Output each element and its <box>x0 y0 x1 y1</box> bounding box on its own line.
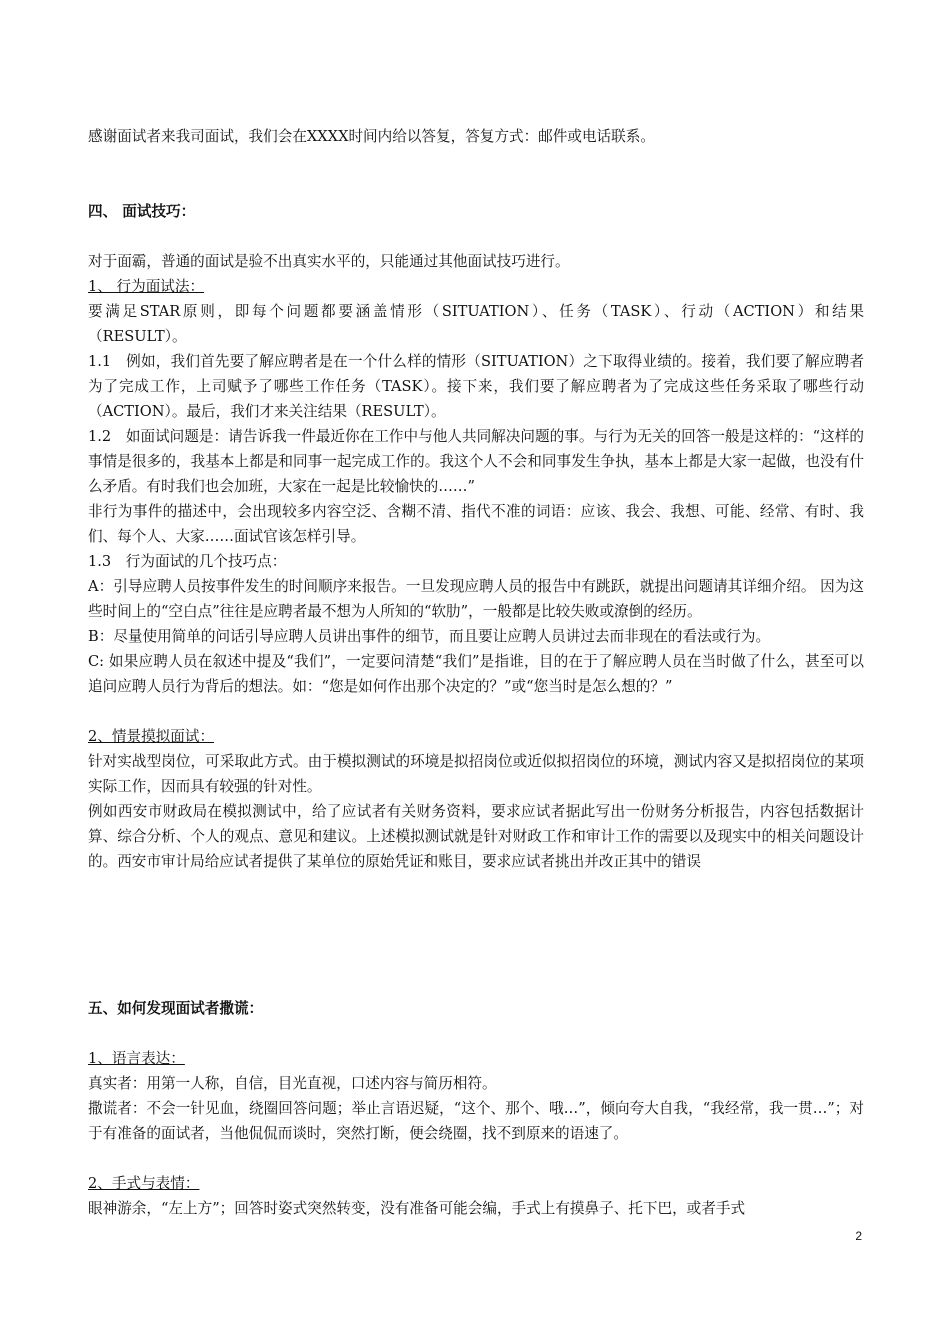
paragraph: 1.1 例如，我们首先要了解应聘者是在一个什么样的情形（SITUATION）之下取得业绩的。接着，我们要了解应聘者为了完成工作，上司赋予了哪些工作任务（TASK）。接下来，我们要了解应聘者为了完成这些任务采取了哪些行动（ACTION）。最后，我们才来关注结果（RESULT）。 <box>88 353 864 420</box>
section-5-heading: 五、如何发现面试者撒谎： <box>88 1000 264 1017</box>
paragraph: A：引导应聘人员按事件发生的时间顺序来报告。一旦发现应聘人员的报告中有跳跃，就提出问题请其详细介绍。 因为这些时间上的“空白点”往往是应聘者最不想为人所知的“软肋”，一般都是比较失败或潦倒的经历。 <box>88 578 864 620</box>
paragraph: 例如西安市财政局在模拟测试中，给了应试者有关财务资料，要求应试者据此写出一份财务分析报告，内容包括数据计算、综合分析、个人的观点、意见和建议。上述模拟测试就是针对财政工作和审计工作的需要以及现实中的相关问题设计的。西安市审计局给应试者提供了某单位的原始凭证和账目，要求应试者挑出并改正其中的错误 <box>88 803 864 870</box>
section-5 <box>88 996 864 1221</box>
paragraph: 1.2 如面试问题是：请告诉我一件最近你在工作中与他人共同解决问题的事。与行为无关的回答一般是这样的：“这样的事情是很多的，我基本上都是和同事一起完成工作的。我这个人不会和同事发生争执，基本上都是大家一起做，也没有什么矛盾。有时我们也会加班，大家在一起是比较愉快的……” <box>88 428 864 495</box>
paragraph: 针对实战型岗位，可采取此方式。由于模拟测试的环境是拟招岗位或近似拟招岗位的环境，测试内容又是拟招岗位的某项实际工作，因而具有较强的针对性。 <box>88 753 864 795</box>
paragraph: B：尽量使用简单的问话引导应聘人员讲出事件的细节，而且要让应聘人员讲过去而非现在的看法或行为。 <box>88 628 771 645</box>
paragraph: 要满足STAR原则，即每个问题都要涵盖情形（SITUATION）、任务（TASK）、行动（ACTION）和结果（RESULT）。 <box>88 303 864 345</box>
subsection-heading: 2、手式与表情： <box>88 1175 200 1192</box>
paragraph: 真实者：用第一人称，自信，目光直视，口述内容与简历相符。 <box>88 1075 497 1092</box>
subsection-heading: 1、 行为面试法： <box>88 278 205 295</box>
paragraph: 撒谎者：不会一针见血，绕圈回答问题；举止言语迟疑，“这个、那个、哦…”，倾向夸大自我，“我经常，我一贯…”；对于有准备的面试者，当他侃侃而谈时，突然打断，便会绕圈，找不到原来的语速了。 <box>88 1100 864 1142</box>
paragraph: 1.3 行为面试的几个技巧点： <box>88 553 287 570</box>
intro-paragraph: 感谢面试者来我司面试，我们会在XXXX时间内给以答复，答复方式：邮件或电话联系。 <box>88 128 655 145</box>
paragraph: C: 如果应聘人员在叙述中提及“我们”，一定要问清楚“我们”是指谁，目的在于了解应聘人员在当时做了什么，甚至可以追问应聘人员行为背后的想法。如：“您是如何作出那个决定的？”或“您当时是怎么想的？” <box>88 653 864 695</box>
page-number: 2 <box>855 1229 862 1243</box>
paragraph: 对于面霸，普通的面试是验不出真实水平的，只能通过其他面试技巧进行。 <box>88 253 570 270</box>
subsection-heading: 2、情景摸拟面试： <box>88 728 215 745</box>
paragraph: 非行为事件的描述中，会出现较多内容空泛、含糊不清、指代不准的词语：应该、我会、我想、可能、经常、有时、我们、每个人、大家……面试官该怎样引导。 <box>88 503 864 545</box>
section-4 <box>88 199 864 874</box>
section-4-heading: 四、 面试技巧： <box>88 203 196 220</box>
subsection-heading: 1、语言表达： <box>88 1050 185 1067</box>
paragraph: 眼神游余，“左上方”；回答时姿式突然转变，没有准备可能会编，手式上有摸鼻子、托下巴，或者手式 <box>88 1200 746 1217</box>
